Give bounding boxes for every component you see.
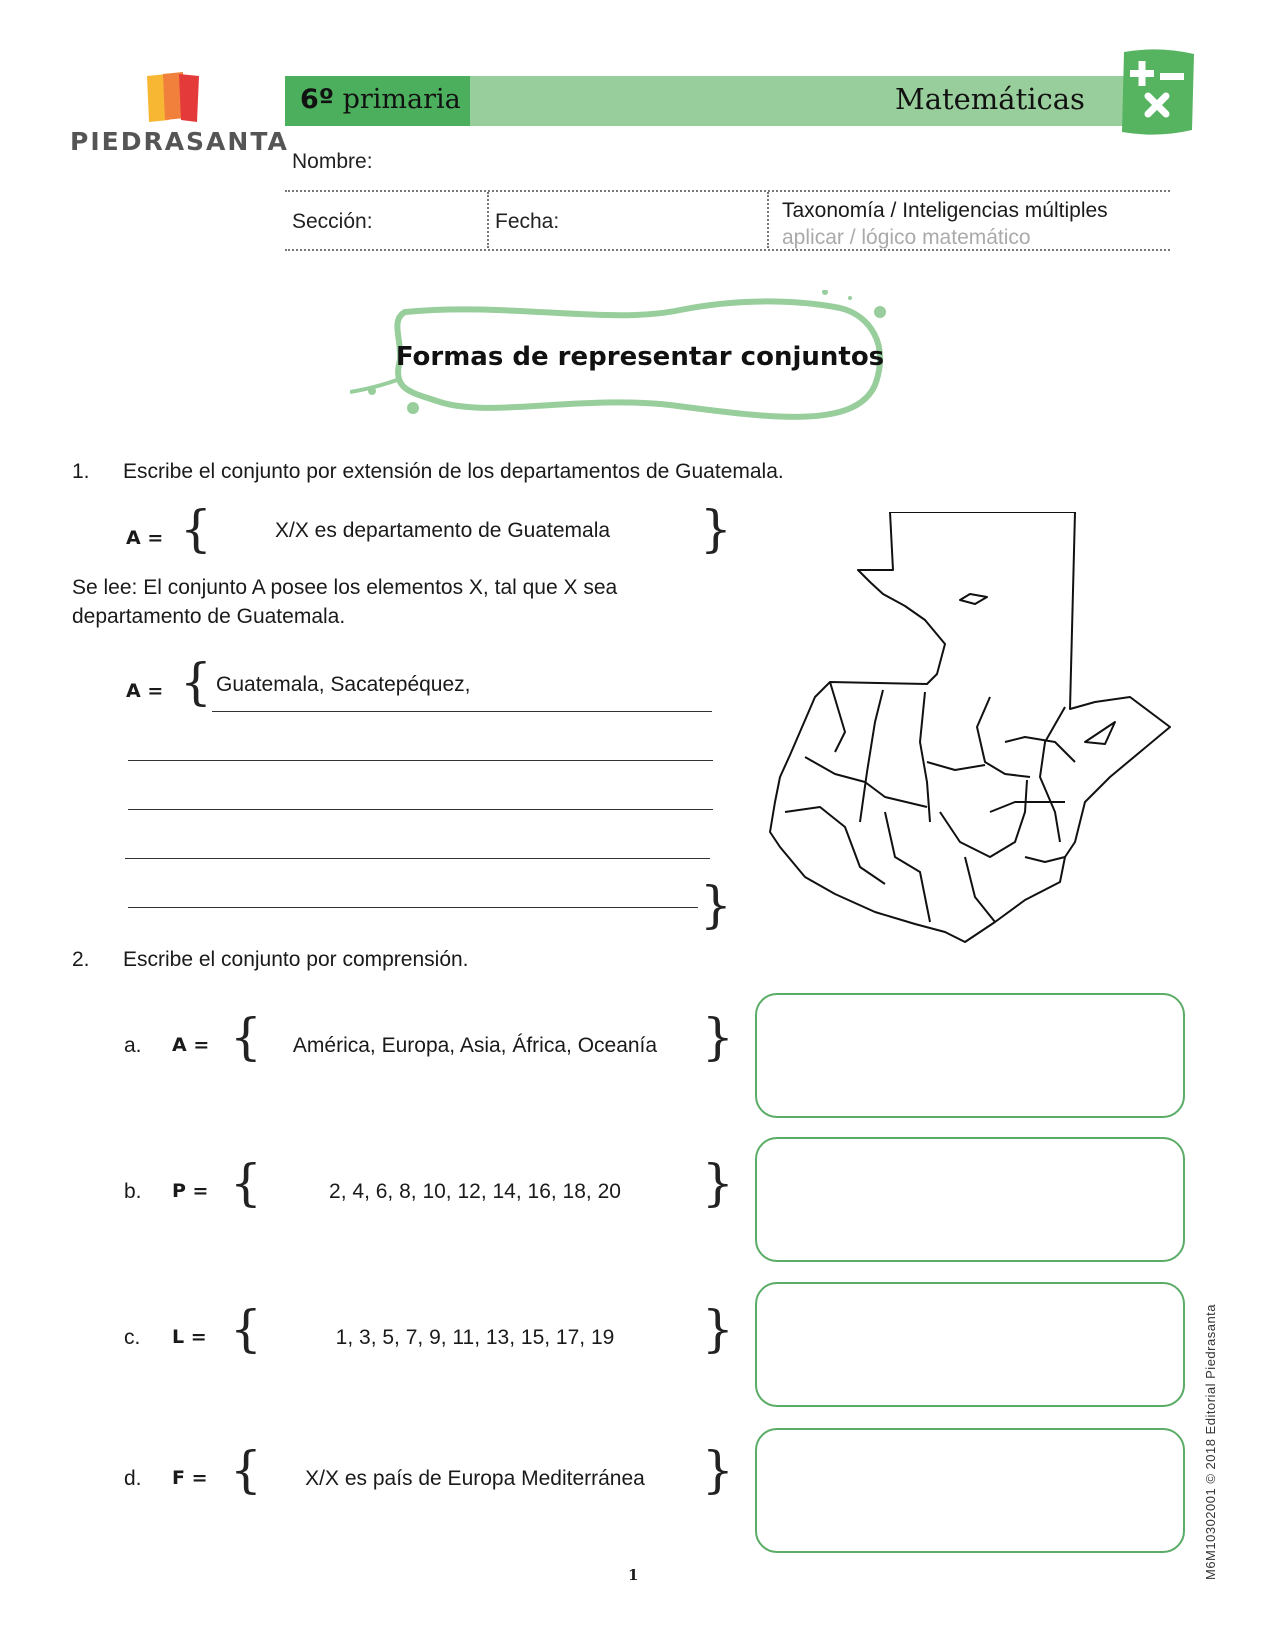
name-field[interactable] [375, 150, 1165, 186]
divider [285, 190, 1170, 192]
set-name: A = [126, 527, 164, 549]
date-label: Fecha: [495, 210, 560, 233]
answer-box[interactable] [755, 1428, 1185, 1553]
taxonomy-label: Taxonomía / Inteligencias múltiples [782, 199, 1108, 222]
question-number: 1. [72, 460, 90, 483]
close-brace: } [700, 500, 732, 558]
page-title: Formas de representar conjuntos [395, 342, 885, 372]
set-name: L = [172, 1326, 207, 1348]
grade-label [300, 84, 461, 115]
item-letter: d. [124, 1467, 142, 1490]
answer-line[interactable] [128, 760, 713, 761]
close-brace: } [702, 1300, 734, 1358]
section-field[interactable] [375, 196, 480, 244]
close-brace: } [702, 1154, 734, 1212]
set-extension-start: Guatemala, Sacatepéquez, [216, 673, 471, 696]
open-brace: { [230, 1154, 262, 1212]
set-elements: América, Europa, Asia, África, Oceanía [292, 1034, 658, 1057]
open-brace: { [230, 1441, 262, 1499]
set-comprehension: X/X es departamento de Guatemala [275, 519, 611, 542]
close-brace: } [702, 1441, 734, 1499]
answer-line[interactable] [212, 711, 712, 712]
answer-box[interactable] [755, 1137, 1185, 1262]
answer-box[interactable] [755, 993, 1185, 1118]
grade-number: 6º [300, 84, 335, 115]
item-letter: c. [124, 1326, 141, 1349]
set-elements: X/X es país de Europa Mediterránea [305, 1467, 645, 1490]
divider [285, 249, 1170, 251]
open-brace: { [180, 653, 212, 711]
question-prompt: Escribe el conjunto por comprensión. [123, 948, 469, 971]
question-prompt: Escribe el conjunto por extensión de los departamentos de Guatemala. [123, 460, 784, 483]
set-name: F = [172, 1467, 208, 1489]
copyright-notice: M6M10302001 © 2018 Editorial Piedrasanta [1203, 1303, 1218, 1580]
plus-minus-times-icon [1118, 48, 1198, 136]
divider [767, 192, 769, 248]
open-brace: { [230, 1300, 262, 1358]
set-elements: 2, 4, 6, 8, 10, 12, 14, 16, 18, 20 [329, 1180, 621, 1203]
answer-line[interactable] [128, 907, 698, 908]
piedrasanta-logo-icon [145, 72, 201, 126]
item-letter: b. [124, 1180, 142, 1203]
divider [487, 192, 489, 248]
publisher-logo-text: PIEDRASANTA [70, 127, 289, 156]
question-number: 2. [72, 948, 90, 971]
taxonomy-sub-label: aplicar / lógico matemático [782, 226, 1031, 249]
close-brace: } [700, 876, 732, 934]
grade-level: primaria [342, 84, 461, 115]
answer-box[interactable] [755, 1282, 1185, 1407]
item-letter: a. [124, 1034, 142, 1057]
subject-title: Matemáticas [895, 82, 1085, 116]
set-name: A = [172, 1034, 210, 1056]
section-label: Sección: [292, 210, 373, 233]
guatemala-map [765, 512, 1190, 957]
set-name: A = [126, 680, 164, 702]
reading-text: departamento de Guatemala. [72, 605, 346, 628]
close-brace: } [702, 1008, 734, 1066]
answer-line[interactable] [125, 858, 710, 859]
answer-line[interactable] [128, 809, 713, 810]
set-name: P = [172, 1180, 209, 1202]
open-brace: { [230, 1008, 262, 1066]
name-label: Nombre: [292, 150, 373, 173]
reading-text: Se lee: El conjunto A posee los elementos X, tal que X sea [72, 576, 618, 599]
set-elements: 1, 3, 5, 7, 9, 11, 13, 15, 17, 19 [335, 1326, 615, 1349]
date-field[interactable] [560, 196, 760, 244]
open-brace: { [180, 500, 212, 558]
page-number: 1 [628, 1566, 639, 1584]
